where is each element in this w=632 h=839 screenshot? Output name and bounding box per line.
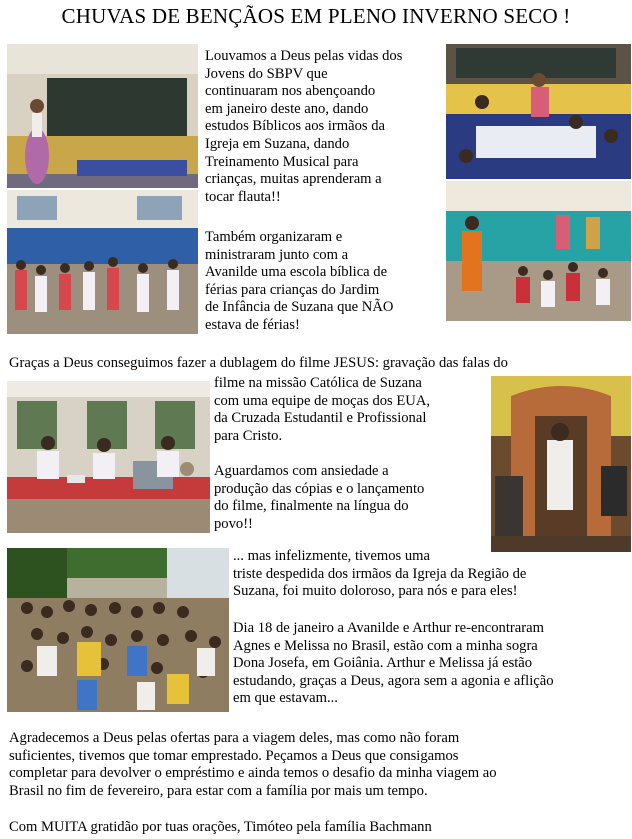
classroom-teaching-photo [446, 44, 631, 179]
paragraph-farewell: ... mas infelizmente, tivemos uma triste despedida dos irmãos da Igreja da Região de Suzana, foi muito doloroso, para nós e para eles! [233, 548, 527, 600]
recording-booth-photo [491, 376, 631, 552]
paragraph-youth-bible-studies: Louvamos a Deus pelas vidas dos Jovens do SBPV que continuaram nos abençoando em janeiro deste ano, dando estudos Bíblicos aos irmãos da Igreja em Suzana, dando Treinamento Musical para crianças, muitas aprenderam a tocar flauta!! [205, 48, 403, 205]
children-group-photo [446, 181, 631, 321]
paragraph-jesus-film-intro: Graças a Deus conseguimos fazer a dublagem do filme JESUS: gravação das falas do [9, 355, 508, 371]
classroom-chalkboard-photo [7, 44, 198, 188]
paragraph-thanks-offerings: Agradecemos a Deus pelas ofertas para a viagem deles, mas como não foram suficientes, tivemos que tomar emprestado. Peçamos a Deus que consigamos completar para devolver o empréstimo e ainda temos o desafio da minha viagem ao Brasil no fim de fevereiro, para estar com a família por mais um tempo. [9, 730, 497, 799]
farewell-gathering-photo [7, 548, 229, 712]
children-classroom-photo [7, 190, 198, 334]
paragraph-film-production: Aguardamos com ansiedade a produção das cópias e o lançamento do filme, finalmente na língua do povo!! [214, 463, 425, 532]
closing-signature: Com MUITA gratidão por tuas orações, Timóteo pela família Bachmann [9, 819, 432, 835]
dubbing-table-photo [7, 381, 210, 533]
paragraph-brazil-reunion: Dia 18 de janeiro a Avanilde e Arthur re-encontraram Agnes e Melissa no Brasil, estão com a minha sogra Dona Josefa, em Goiânia. Arthur e Melissa já estão estudando, graças a Deus, agora sem a agonia e aflição em que estavam... [233, 620, 554, 707]
paragraph-vacation-bible-school: Também organizaram e ministraram junto com a Avanilde uma escola bíblica de férias para crianças do Jardim de Infância de Suzana que NÃO estava de férias! [205, 229, 394, 333]
page-title: CHUVAS DE BENÇÃOS EM PLENO INVERNO SECO ! [61, 4, 571, 28]
paragraph-jesus-film-recording: filme na missão Católica de Suzana com uma equipe de moças dos EUA, da Cruzada Estudantil e Profissional para Cristo. [214, 375, 431, 444]
